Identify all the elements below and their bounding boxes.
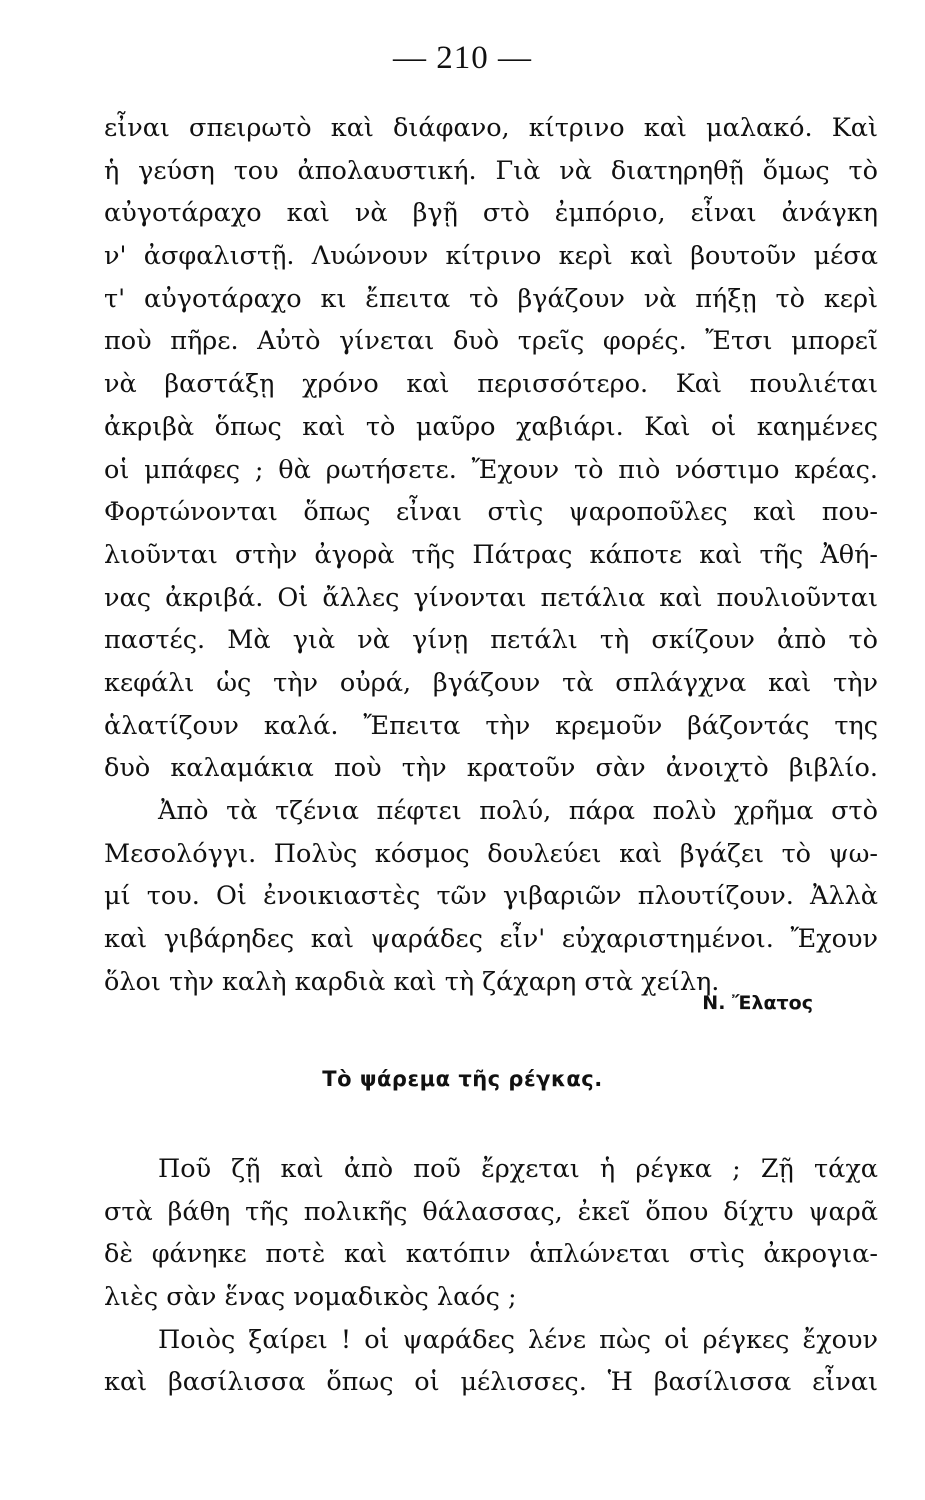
text-line: καὶ βασίλισσα ὅπως οἱ μέλισσες. Ἡ βασίλισσα εἶναι <box>104 1367 878 1398</box>
text-line: Μεσολόγγι. Πολὺς κόσμος δουλεύει καὶ βγάζει τὸ ψω- <box>104 838 878 869</box>
section-title: Τὸ ψάρεμα τῆς ρέγκας. <box>322 1067 603 1091</box>
text-line: εἶναι σπειρωτὸ καὶ διάφανο, κίτρινο καὶ μαλακό. Καὶ <box>104 113 878 143</box>
text-line: μί του. Οἱ ἐνοικιαστὲς τῶν γιβαριῶν πλουτίζουν. Ἀλλὰ <box>104 881 878 912</box>
text-line: ὅλοι τὴν καλὴ καρδιὰ καὶ τὴ ζάχαρη στὰ χείλη. <box>104 966 720 997</box>
text-line: αὐγοτάραχο καὶ νὰ βγῇ στὸ ἐμπόριο, εἶναι ἀνάγκη <box>104 198 878 229</box>
text-line: λιὲς σὰν ἕνας νομαδικὸς λαός ; <box>104 1282 517 1313</box>
text-line: λιοῦνται στὴν ἀγορὰ τῆς Πάτρας κάποτε καὶ τῆς Ἀθή- <box>104 539 878 570</box>
text-line: Ποῦ ζῇ καὶ ἀπὸ ποῦ ἔρχεται ἡ ρέγκα ; Ζῇ τάχα <box>158 1154 878 1184</box>
text-line: ἀκριβὰ ὅπως καὶ τὸ μαῦρο χαβιάρι. Καὶ οἱ καημένες <box>104 411 878 442</box>
text-line: νὰ βαστάξῃ χρόνο καὶ περισσότερο. Καὶ πουλιέται <box>104 369 878 400</box>
text-line: παστές. Μὰ γιὰ νὰ γίνῃ πετάλι τὴ σκίζουν ἀπὸ τὸ <box>104 625 878 656</box>
text-line: ἡ γεύση του ἀπολαυστική. Γιὰ νὰ διατηρηθῇ ὅμως τὸ <box>104 155 878 186</box>
text-line: τ' αὐγοτάραχο κι ἔπειτα τὸ βγάζουν νὰ πήξῃ τὸ κερὶ <box>104 283 878 314</box>
author-signature: Ν. Ἔλατος <box>702 992 813 1014</box>
text-line: νας ἀκριβά. Οἱ ἄλλες γίνονται πετάλια καὶ πουλιοῦνται <box>104 582 878 613</box>
text-line: καὶ γιβάρηδες καὶ ψαράδες εἶν' εὐχαριστημένοι. Ἔχουν <box>104 924 878 955</box>
text-line: κεφάλι ὡς τὴν οὐρά, βγάζουν τὰ σπλάγχνα καὶ τὴν <box>104 667 878 698</box>
article-1-body <box>104 107 878 1003</box>
article-2-body <box>104 1148 878 1404</box>
text-line: στὰ βάθη τῆς πολικῆς θάλασσας, ἐκεῖ ὅπου δίχτυ ψαρᾶ <box>104 1196 878 1227</box>
text-line: Φορτώνονται ὅπως εἶναι στὶς ψαροποῦλες καὶ που- <box>104 497 878 528</box>
text-line: ποὺ πῆρε. Αὐτὸ γίνεται δυὸ τρεῖς φορές. Ἔτσι μπορεῖ <box>104 326 878 357</box>
text-line: ν' ἀσφαλιστῇ. Λυώνουν κίτρινο κερὶ καὶ βουτοῦν μέσα <box>104 241 878 272</box>
text-line: Ἀπὸ τὰ τζένια πέφτει πολύ, πάρα πολὺ χρῆμα στὸ <box>158 796 878 826</box>
text-line: δυὸ καλαμάκια ποὺ τὴν κρατοῦν σὰν ἀνοιχτὸ βιβλίο. <box>104 753 878 784</box>
text-line: Ποιὸς ξαίρει ! οἱ ψαράδες λένε πὼς οἱ ρέγκες ἔχουν <box>158 1324 878 1355</box>
page-number: — 210 — <box>393 40 532 76</box>
text-line: ἁλατίζουν καλά. Ἔπειτα τὴν κρεμοῦν βάζοντάς της <box>104 710 878 741</box>
text-line: οἱ μπάφες ; θὰ ρωτήσετε. Ἔχουν τὸ πιὸ νόστιμο κρέας. <box>104 454 878 485</box>
text-line: δὲ φάνηκε ποτὲ καὶ κατόπιν ἁπλώνεται στὶς ἀκρογια- <box>104 1239 878 1270</box>
